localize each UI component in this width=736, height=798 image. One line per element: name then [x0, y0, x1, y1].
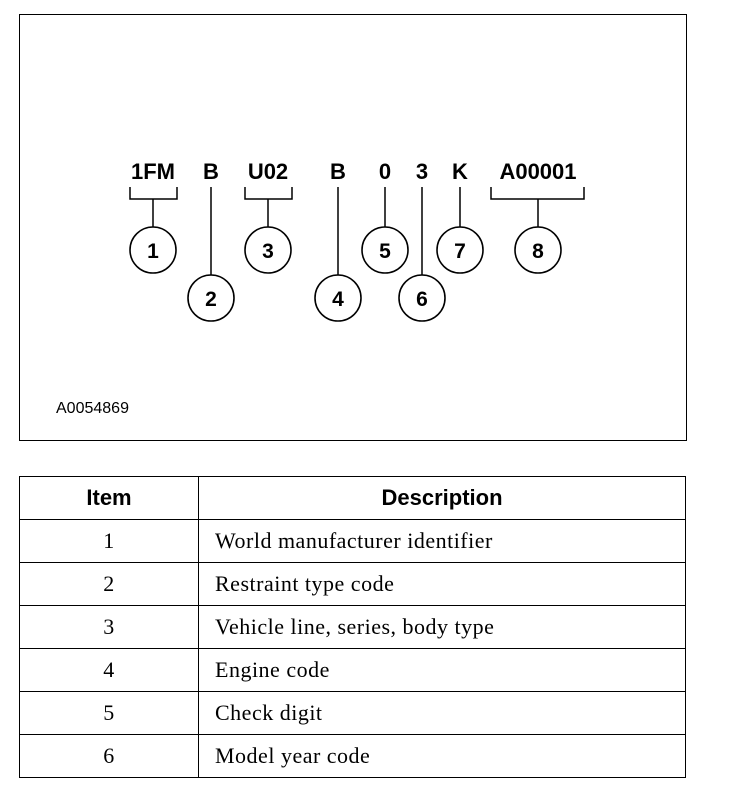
table-row [20, 563, 686, 606]
callout-6-number: 6 [416, 288, 428, 311]
bracket-1 [130, 187, 177, 227]
table-row [20, 606, 686, 649]
item-cell: 1 [20, 520, 199, 563]
leader-lines [130, 187, 584, 275]
table-row [20, 649, 686, 692]
callout-5 [362, 227, 408, 273]
vin-segment-vehicle-line: U02 [247, 159, 289, 184]
bracket-3 [245, 187, 292, 227]
item-cell: 2 [20, 563, 199, 606]
callout-5-number: 5 [379, 240, 391, 263]
table-row [20, 520, 686, 563]
vin-segment-check-digit: 0 [378, 159, 392, 184]
vin-segment-restraint: B [203, 159, 219, 184]
callout-4-number: 4 [332, 288, 344, 311]
legend-table [19, 476, 686, 778]
callout-4 [315, 275, 361, 321]
header-item: Item [20, 477, 199, 520]
description-cell: Model year code [199, 735, 686, 778]
callout-2-number: 2 [205, 288, 217, 311]
item-cell: 4 [20, 649, 199, 692]
description-cell: Vehicle line, series, body type [199, 606, 686, 649]
callout-2 [188, 275, 234, 321]
callout-7-number: 7 [454, 240, 466, 263]
callout-8-number: 8 [532, 240, 544, 263]
item-cell: 5 [20, 692, 199, 735]
callout-8 [515, 227, 561, 273]
callout-3-number: 3 [262, 240, 274, 263]
description-cell: Engine code [199, 649, 686, 692]
vin-segment-engine: B [330, 159, 346, 184]
table-header-row [20, 477, 686, 520]
vin-segment-serial: A00001 [499, 159, 577, 184]
table-row [20, 735, 686, 778]
description-cell: World manufacturer identifier [199, 520, 686, 563]
callout-3 [245, 227, 291, 273]
description-cell: Check digit [199, 692, 686, 735]
callout-6 [399, 275, 445, 321]
figure-id: A0054869 [56, 400, 129, 417]
bracket-8 [491, 187, 584, 227]
header-description: Description [199, 477, 686, 520]
item-cell: 6 [20, 735, 199, 778]
description-cell: Restraint type code [199, 563, 686, 606]
callout-1 [130, 227, 176, 273]
vin-segment-wmi: 1FM [131, 159, 175, 184]
callout-7 [437, 227, 483, 273]
item-cell: 3 [20, 606, 199, 649]
table-row [20, 692, 686, 735]
vin-segment-model-year: 3 [415, 159, 429, 184]
callout-1-number: 1 [147, 240, 159, 263]
vin-segment-plant: K [452, 159, 468, 184]
